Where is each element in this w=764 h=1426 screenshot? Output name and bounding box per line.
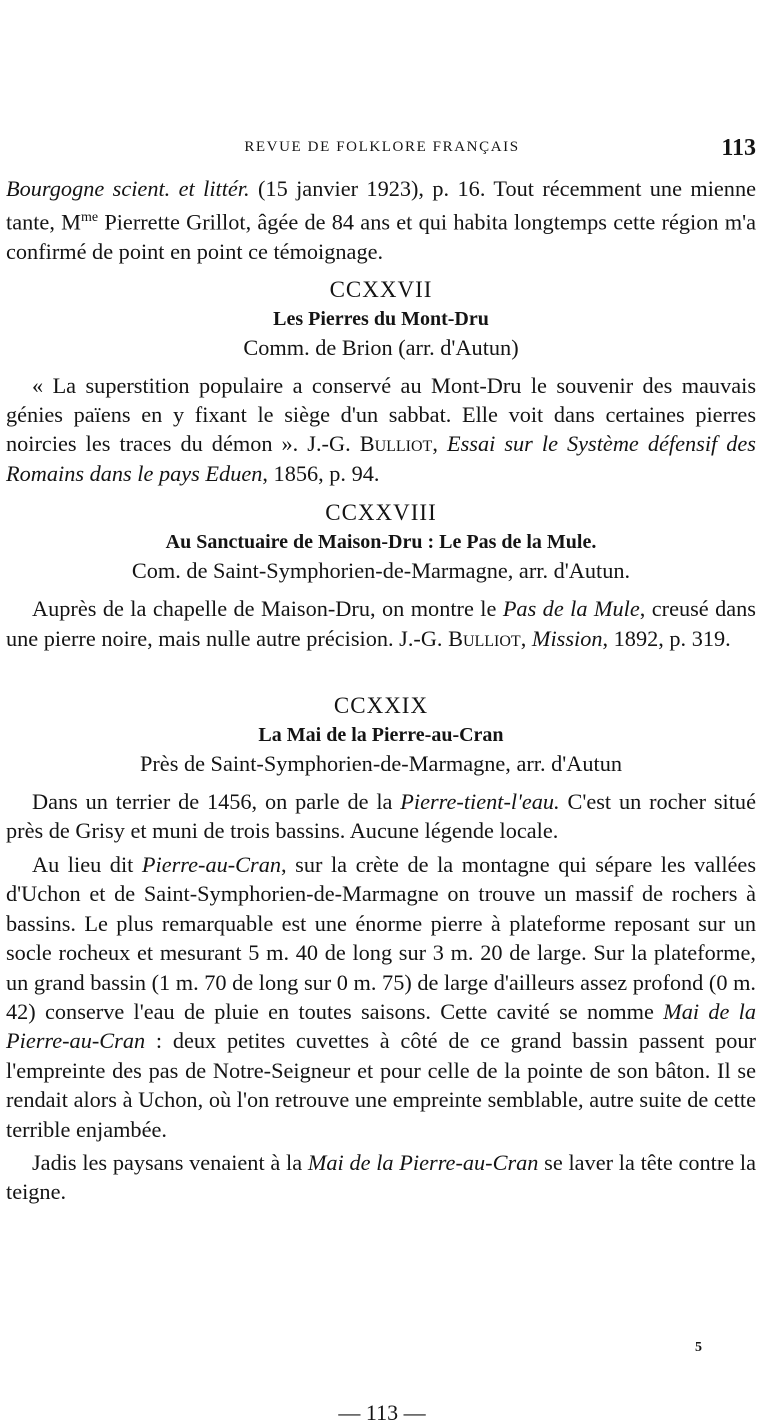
intro-text-b: Pierrette Grillot, âgée de 84 ans et qui habita longtemps cette région m'a confirmé de point en point ce témoignage. [6,209,756,265]
intro-text-a: (15 janvier 1923), p. 16. Tout récemment une mienne tante, M [6,176,757,235]
section-paragraph-229-1 [6,787,756,846]
s227-work-title: Essai sur le Système défensif des Romains dans le pays Eduen [6,431,756,486]
s228-text-a: Auprès de la chapelle de Maison-Dru, on montre le [32,596,503,622]
s227-text-b: , 1856, p. 94. [262,460,380,486]
running-title: REVUE DE FOLKLORE FRANÇAIS [244,139,520,155]
section-place-229: Près de Saint-Symphorien-de-Marmagne, arr. d'Autun [139,751,623,777]
body-text [6,174,756,1207]
s227-author: Bulliot [359,431,433,457]
s228-comma: , [520,625,532,651]
section-paragraph-229-3 [6,1148,756,1207]
spacer [6,363,756,371]
intro-citation: Bourgogne scient. et littér. [6,176,250,201]
spacer [6,586,756,594]
s229-p2-italic2: Mai de la Pierre-au-Cran [6,998,756,1054]
s229-p2-italic1: Pierre-au-Cran [141,851,282,877]
section-place-228: Com. de Saint-Symphorien-de-Marmagne, arr. d'Autun. [131,558,631,584]
s227-comma: , [432,431,447,457]
s229-p2-b: , sur la crète de la montagne qui sépare les vallées d'Uchon et de Saint-Symphorien-de-Marmagne on trouve un massif de rochers à bassins. Le plus remarquable est une énorme pierre à plateforme reposant sur un socle rocheux et mesurant 5 m. 40 de long sur 3 m. 20 de large. Sur la plateforme, un grand bassin (1 m. 70 de long sur 0 m. 75) de large d'ailleurs assez profond (0 m. 42) conserve l'eau de pluie en toutes saisons. Cette cavité se nomme [6,851,756,1024]
page-header [0,135,764,163]
spacer [6,779,756,787]
s228-text-c: , 1892, p. 319. [602,625,731,651]
intro-paragraph [6,174,756,267]
s228-author: Bulliot [448,625,521,651]
section-paragraph-227 [6,371,756,489]
signature-mark: 5 [695,1340,702,1355]
section-paragraph-229-2 [6,850,756,1144]
section-title-229: La Mai de la Pierre-au-Cran [258,724,504,747]
s229-p3-a: Jadis les paysans venaient à la [32,1149,308,1175]
header-page-number: 113 [721,135,756,161]
folio: — 113 — [338,1400,426,1425]
s229-p3-italic: Mai de la Pierre-au-Cran [307,1149,539,1175]
section-number-229: CCXXIX [333,693,429,719]
intro-superscript: me [80,210,99,226]
s227-text-a: « La superstition populaire a conservé au Mont-Dru le souvenir des mauvais génies païens en y fixant le siège d'un sabbat. Elle voit dans certaines pierres noircies les traces du démon ». J.-G. [6,372,756,457]
section-title-228: Au Sanctuaire de Maison-Dru : Le Pas de la Mule. [165,531,597,554]
s228-italic-name: Pas de la Mule [502,596,640,622]
s229-p2-a: Au lieu dit [32,851,142,877]
s229-p1-a: Dans un terrier de 1456, on parle de la [32,789,401,815]
section-paragraph-228 [6,594,756,653]
s229-p3-b: se laver la tête contre la teigne. [6,1149,756,1205]
section-number-228: CCXXVIII [325,500,437,526]
s228-text-b: , creusé dans une pierre noire, mais nulle autre précision. J.-G. [6,596,756,651]
section-place-227: Comm. de Brion (arr. d'Autun) [243,334,519,360]
s228-work-title: Mission [531,625,603,651]
spacer [6,653,756,683]
s229-p1-b: C'est un rocher situé près de Grisy et muni de trois bassins. Aucune légende locale. [6,789,756,844]
section-number-227: CCXXVII [329,276,433,302]
section-title-227: Les Pierres du Mont-Dru [273,307,489,330]
s229-p1-italic: Pierre-tient-l'eau. [400,789,560,815]
s229-p2-c: : deux petites cuvettes à côté de ce grand bassin passent pour l'empreinte des pas de Notre-Seigneur et pour celle de la pointe de son bâton. Il se rendait alors à Uchon, où l'on retrouve une empreinte semblable, autre suite de cette terrible enjambée. [6,1028,756,1142]
